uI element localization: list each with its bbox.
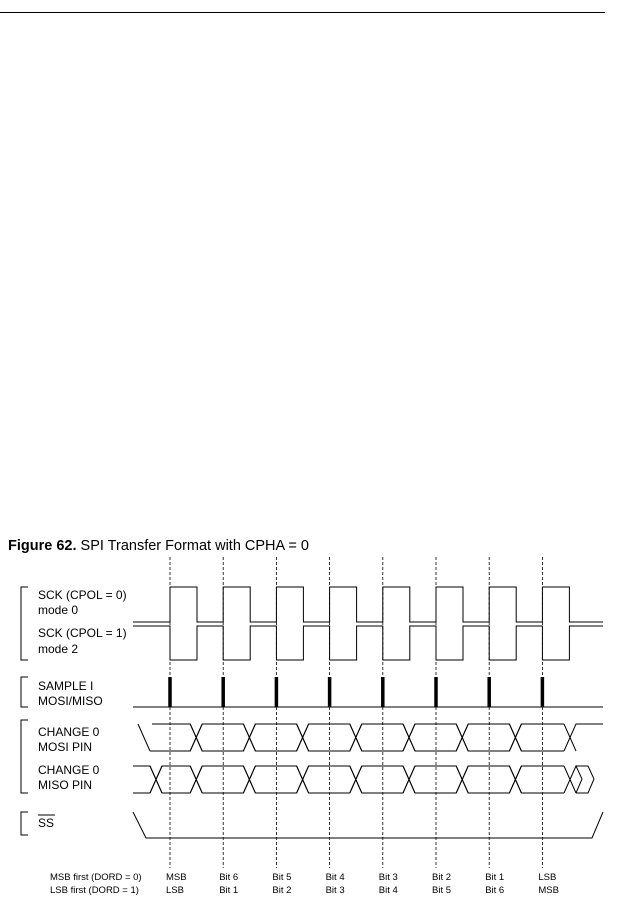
bit-label-lsb-first: Bit 3 [325,885,345,896]
bit-label-lsb-first: Bit 2 [272,885,292,896]
bit-label-lsb-first: Bit 5 [432,885,452,896]
bracket-change [21,720,28,793]
label-sck-cpol1: SCK (CPOL = 1) [38,626,127,640]
label-ss: SS [38,816,55,830]
miso-bus-lower [133,766,564,793]
bit-label-msb-first: Bit 6 [219,872,239,883]
label-lsb-first: LSB first (DORD = 1) [50,885,139,896]
figure-number: Figure 62. [8,538,77,554]
bracket-ss [21,812,28,835]
label-sck-cpol0: SCK (CPOL = 0) [38,588,127,602]
bit-label-msb-first: MSB [166,872,187,883]
label-sample: SAMPLE I [38,679,94,693]
bit-label-msb-first: Bit 4 [325,872,345,883]
label-mosi-miso: MOSI/MISO [38,694,103,708]
bit-label-lsb-first: MSB [538,885,559,896]
signal-brackets [21,587,28,835]
label-mosi-pin: MOSI PIN [38,740,93,754]
label-mode2: mode 2 [38,642,79,656]
miso-bus-upper [133,766,564,793]
ss-wave [133,812,603,838]
label-mode0: mode 0 [38,603,79,617]
sck-cpol1-wave [133,626,603,660]
bit-label-lsb-first: LSB [166,885,184,896]
mosi-end-edge [564,724,603,751]
figure-caption: SPI Transfer Format with CPHA = 0 [80,538,309,554]
mosi-bus-lower [150,724,564,751]
sck-cpol0-wave [133,587,603,622]
mosi-start-edge [138,724,150,751]
mosi-bus-upper [152,724,564,751]
bit-label-msb-first: Bit 3 [378,872,398,883]
label-change-miso: CHANGE 0 [38,763,100,777]
bracket-sample [21,677,28,707]
miso-end-pulse [564,766,594,793]
bracket-sck [21,587,28,660]
bit-label-msb-first: Bit 1 [485,872,505,883]
bit-label-lsb-first: Bit 6 [485,885,505,896]
bit-label-msb-first: LSB [538,872,557,883]
signal-labels [38,588,127,830]
bit-label-lsb-first: Bit 1 [219,885,239,896]
label-msb-first: MSB first (DORD = 0) [50,872,142,883]
label-miso-pin: MISO PIN [38,778,93,792]
waveforms [133,587,603,838]
label-change-mosi: CHANGE 0 [38,725,100,739]
bit-label-lsb-first: Bit 4 [378,885,398,896]
bit-label-msb-first: Bit 2 [432,872,452,883]
bit-order-labels [50,872,559,896]
bit-label-msb-first: Bit 5 [272,872,292,883]
